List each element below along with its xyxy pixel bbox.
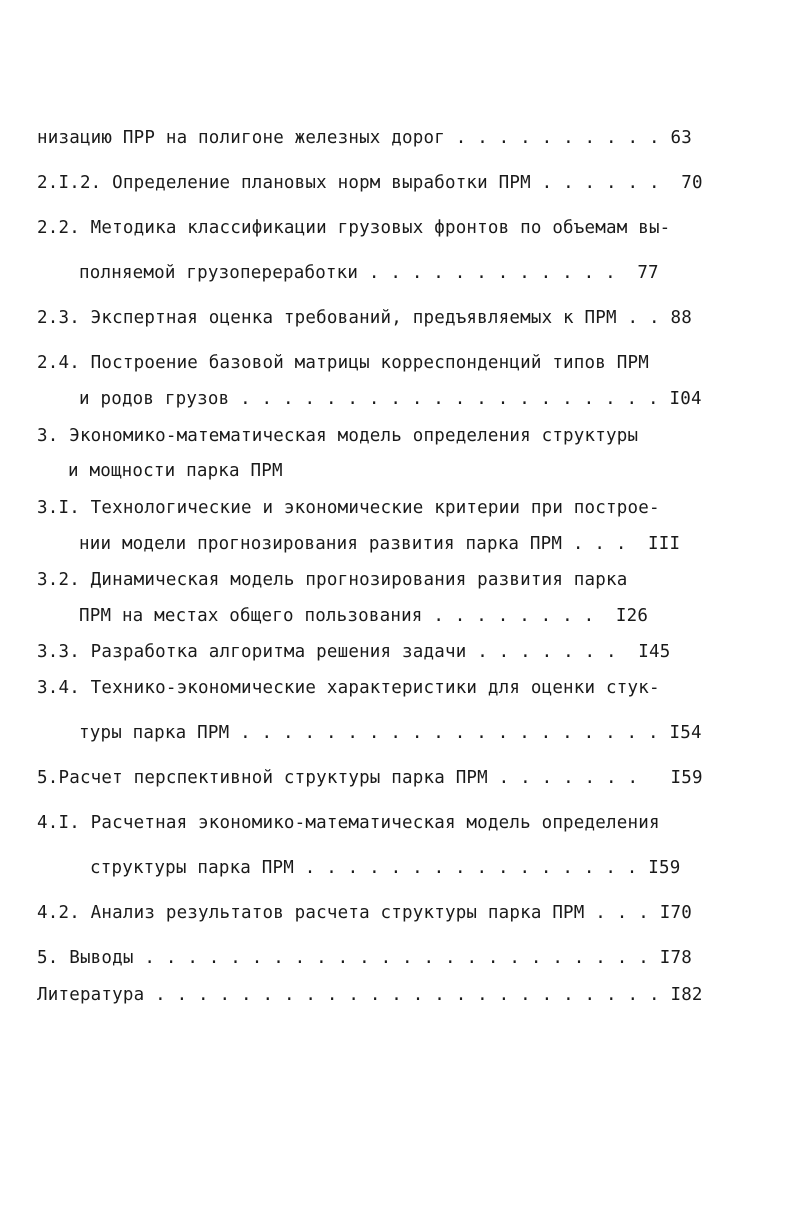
toc-page-number: I82 [670, 985, 703, 1005]
toc-leader: . . . . . . [541, 173, 660, 193]
toc-entry-text: 3.3. Разработка алгоритма решения задачи [37, 642, 467, 662]
toc-entry-text: Литература [37, 985, 145, 1005]
toc-entry-text: 3. Экономико-математическая модель определения структуры [37, 426, 639, 446]
toc-entry [37, 812, 660, 834]
toc-entry-text: нии модели прогнозирования развития парка ПРМ [79, 534, 563, 554]
toc-page-number: 77 [637, 263, 659, 283]
toc-leader: . . . . . . . . . . . . . . . . . . . . [240, 723, 659, 743]
toc-entry-text: туры парка ПРМ [79, 723, 230, 743]
toc-page-number: I26 [615, 606, 649, 626]
toc-entry [37, 307, 692, 329]
toc-entry [68, 460, 283, 482]
toc-entry [79, 605, 648, 627]
toc-leader: . . . . . . . . . . . . . . . . . . . . [240, 389, 659, 409]
toc-entry [79, 388, 702, 410]
toc-leader: . . . [595, 903, 649, 923]
toc-entry-text: 3.I. Технологические и экономические критерии при построе- [37, 498, 660, 518]
toc-page-number: I54 [669, 723, 702, 743]
toc-page-number: 70 [681, 173, 703, 193]
toc-entry-text: 5. Выводы [37, 948, 134, 968]
toc-page-number: I59 [648, 858, 681, 878]
toc-entry [37, 425, 638, 447]
toc-entry-text: и мощности парка ПРМ [68, 461, 283, 481]
toc-entry [37, 172, 703, 194]
toc-entry-text: ПРМ на местах общего пользования [79, 606, 423, 626]
toc-entry-text: 2.3. Экспертная оценка требований, предъявляемых к ПРМ [37, 308, 617, 328]
toc-page-number: I59 [670, 768, 703, 788]
toc-leader: . . . . . . . . . . . . . . . . [304, 858, 638, 878]
toc-page-number: 63 [670, 128, 692, 148]
toc-entry-text: 4.2. Анализ результатов расчета структуры парка ПРМ [37, 903, 585, 923]
toc-page-number: I78 [659, 948, 692, 968]
toc-entry-text: 3.4. Технико-экономические характеристики для оценки стук- [37, 678, 660, 698]
toc-leader: . . . . . . . [498, 768, 639, 788]
toc-entry [37, 127, 692, 149]
toc-page-number: I04 [669, 389, 702, 409]
toc-leader: . . . . . . . [477, 642, 617, 662]
toc-entry [37, 767, 703, 789]
toc-leader: . . . . . . . . . . [455, 128, 660, 148]
toc-leader: . . . [572, 534, 627, 554]
toc-entry [37, 677, 660, 699]
toc-leader: . . [627, 308, 660, 328]
toc-entry [37, 902, 692, 924]
toc-page-number: I70 [659, 903, 692, 923]
toc-entry [37, 569, 627, 591]
toc-entry [37, 497, 660, 519]
toc-leader: . . . . . . . . . . . . [368, 263, 616, 283]
toc-entry-text: 2.2. Методика классификации грузовых фронтов по объемам вы- [37, 218, 671, 238]
toc-entry-text: полняемой грузопереработки [79, 263, 359, 283]
toc-page-number: 88 [670, 308, 692, 328]
toc-entry [37, 217, 670, 239]
toc-entry-text: 4.I. Расчетная экономико-математическая модель определения [37, 813, 660, 833]
toc-entry [79, 722, 702, 744]
toc-entry-text: структуры парка ПРМ [90, 858, 294, 878]
toc-entry-text: 3.2. Динамическая модель прогнозирования развития парка [37, 570, 628, 590]
toc-entry-text: 5.Расчет перспективной структуры парка ПРМ [37, 768, 488, 788]
toc-entry [79, 262, 659, 284]
toc-entry-text: 2.I.2. Определение плановых норм выработки ПРМ [37, 173, 531, 193]
toc-entry-text: 2.4. Построение базовой матрицы корреспонденций типов ПРМ [37, 353, 649, 373]
toc-entry [37, 352, 649, 374]
toc-entry [37, 947, 692, 969]
toc-entry-text: низацию ПРР на полигоне железных дорог [37, 128, 445, 148]
toc-leader: . . . . . . . . [433, 606, 595, 626]
toc-entry [37, 984, 703, 1006]
toc-leader: . . . . . . . . . . . . . . . . . . . . . . . . [155, 985, 660, 1005]
toc-page-number: I45 [638, 642, 671, 662]
toc-entry-text: и родов грузов [79, 389, 230, 409]
toc-page-number: III [648, 534, 681, 554]
toc-leader: . . . . . . . . . . . . . . . . . . . . . . . . [144, 948, 649, 968]
toc-entry [79, 533, 680, 555]
toc-entry [37, 641, 670, 663]
toc-entry [90, 857, 681, 879]
